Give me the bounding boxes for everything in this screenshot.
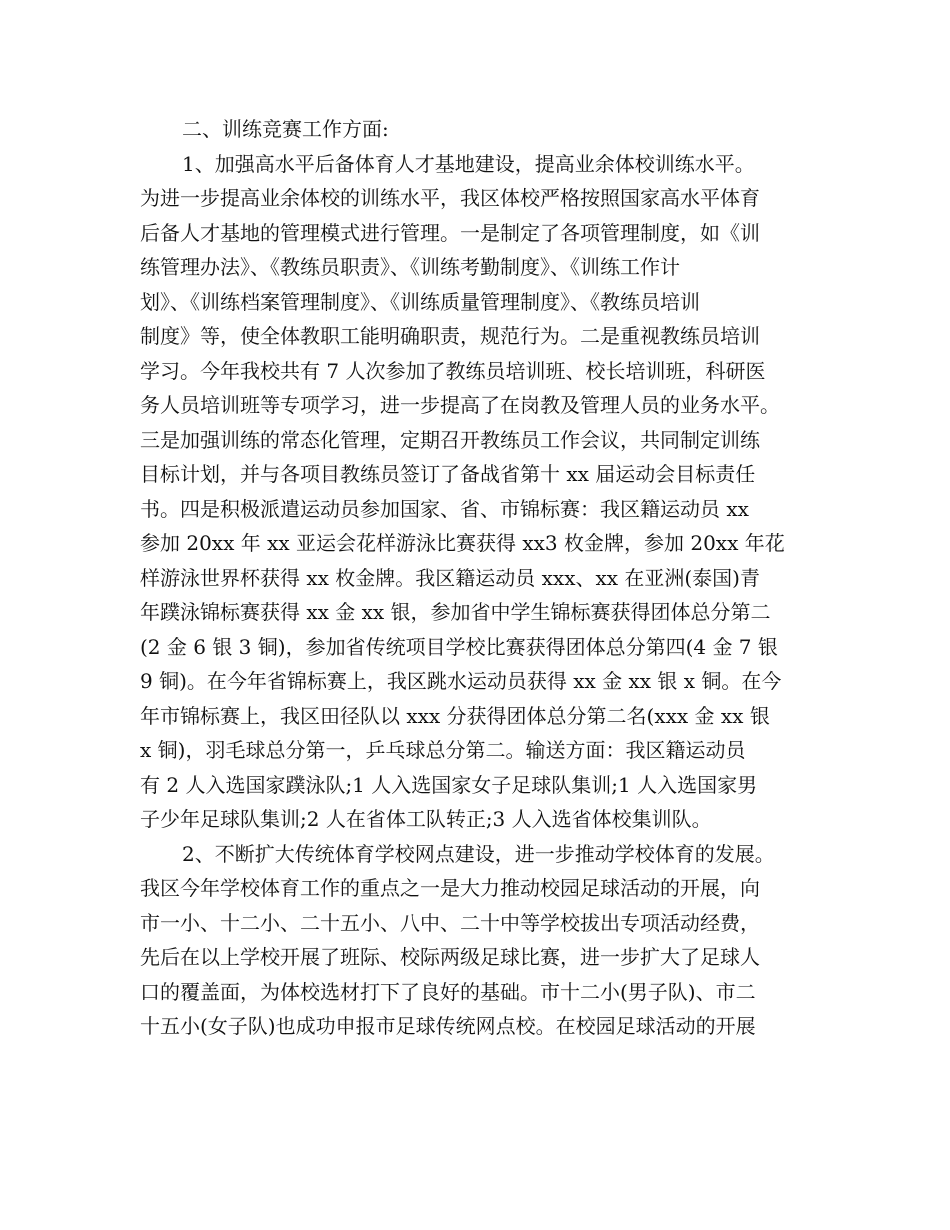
text-line: 口的覆盖面，为体校选材打下了良好的基础。市十二小(男子队)、市二 [140, 979, 756, 1004]
text-line: 目标计划，并与各项目教练员签订了备战省第十 xx 届运动会目标责任 [140, 462, 756, 486]
text-line: (2 金 6 银 3 铜)，参加省传统项目学校比赛获得团体总分第四(4 金 7 银 [140, 634, 778, 659]
text-line: x 铜)，羽毛球总分第一，乒乓球总分第二。输送方面：我区籍运动员 [140, 738, 746, 762]
text-line: 学习。今年我校共有 7 人次参加了教练员培训班、校长培训班，科研医 [140, 358, 766, 383]
text-line: 我区今年学校体育工作的重点之一是大力推动校园足球活动的开展，向 [140, 876, 760, 900]
text-line: 有 2 人入选国家蹼泳队;1 人入选国家女子足球队集训;1 人入选国家男 [140, 772, 758, 797]
text-line: 为进一步提高业余体校的训练水平，我区体校严格按照国家高水平体育 [140, 186, 760, 210]
text-line: 参加 20xx 年 xx 亚运会花样游泳比赛获得 xx3 枚金牌，参加 20xx 年花 [140, 531, 785, 555]
text-line: 样游泳世界杯获得 xx 枚金牌。我区籍运动员 xxx、xx 在亚洲(泰国)青 [140, 565, 760, 590]
text-line: 年市锦标赛上，我区田径队以 xxx 分获得团体总分第二名(xxx 金 xx 银 [140, 703, 770, 728]
text-line: 市一小、十二小、二十五小、八中、二十中等学校拔出专项活动经费， [140, 910, 760, 935]
text-line: 后备人才基地的管理模式进行管理。一是制定了各项管理制度，如《训 [140, 220, 760, 245]
text-line: 练管理办法》、《教练员职责》、《训练考勤制度》、《训练工作计 [140, 255, 680, 279]
text-line: 十五小(女子队)也成功申报市足球传统网点校。在校园足球活动的开展 [140, 1014, 756, 1038]
text-line: 制度》等，使全体教职工能明确职责，规范行为。二是重视教练员培训 [140, 324, 760, 348]
text-line: 二、训练竞赛工作方面: [182, 117, 389, 141]
text-line: 1、加强高水平后备体育人才基地建设，提高业余体校训练水平。 [182, 151, 755, 176]
text-line: 先后在以上学校开展了班际、校际两级足球比赛，进一步扩大了足球人 [140, 945, 760, 969]
text-line: 子少年足球队集训;2 人在省体工队转正;3 人入选省体校集训队。 [140, 807, 712, 831]
body-text [140, 112, 830, 1044]
text-line: 务人员培训班等专项学习，进一步提高了在岗教及管理人员的业务水平。 [140, 393, 780, 417]
text-line: 2、不断扩大传统体育学校网点建设，进一步推动学校体育的发展。 [182, 841, 775, 866]
text-line: 划》、《训练档案管理制度》、《训练质量管理制度》、《教练员培训 [140, 289, 700, 314]
text-line: 三是加强训练的常态化管理，定期召开教练员工作会议，共同制定训练 [140, 427, 760, 452]
text-line: 年蹼泳锦标赛获得 xx 金 xx 银，参加省中学生锦标赛获得团体总分第二 [140, 600, 771, 624]
text-line: 书。四是积极派遣运动员参加国家、省、市锦标赛：我区籍运动员 xx [140, 496, 749, 521]
text-line: 9 铜)。在今年省锦标赛上，我区跳水运动员获得 xx 金 xx 银 x 铜。在今 [140, 669, 782, 693]
